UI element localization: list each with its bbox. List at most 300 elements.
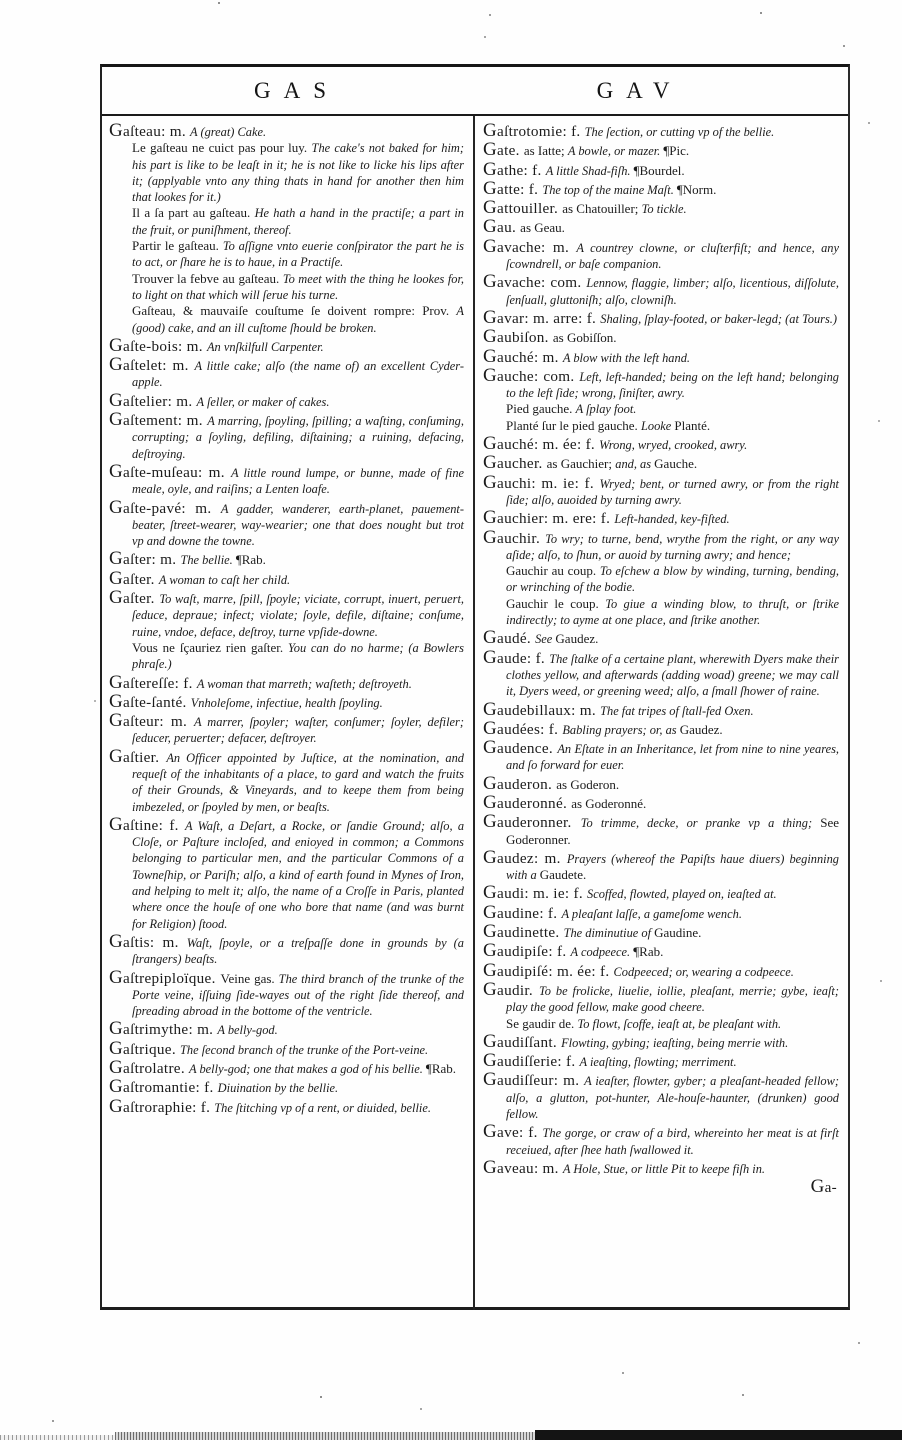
gloss-text: The cake's not baked for him; his part is like to be leaſt in it; he is not like to licke his lips after it; (applyable vnto any thing thats in hand for another then him that lookes for it.) [132,141,464,205]
sub-entry [483,418,839,434]
headword: Gaude: f. [483,646,550,668]
gloss-text: The fat tripes of ſtall-fed Oxen. [600,703,754,718]
text-columns [102,116,848,1310]
dictionary-entry [109,1039,464,1058]
headword: Gauderonné. [483,791,572,813]
gloss-text: A woman to caſt her child. [158,572,291,587]
gloss-text: Babling prayers; or, as [562,722,680,737]
dictionary-entry [483,160,839,179]
gloss-text: To flowt, ſcoffe, ieaſt at, be pleaſant with. [577,1016,782,1031]
reference-text: Pied gauche. [506,401,576,417]
bottom-scan-band [0,1430,902,1440]
reference-text: ¶Pic. [663,143,690,159]
headword: Gaſtrepiploïque. [109,966,221,988]
reference-text: ¶Rab. [425,1061,457,1077]
headword-initial: G [109,745,124,767]
dictionary-entry [109,336,464,355]
headword: Gavache: com. [483,271,587,293]
gloss-text: Diuination by the bellie. [217,1081,339,1096]
reference-text: Le gaſteau ne cuict pas pour luy. [132,140,312,156]
running-head-left: GAS [253,77,339,103]
headword: Gaſtromantie: f. [109,1076,218,1098]
headword-initial: G [483,345,498,367]
headword-initial: G [109,1037,124,1059]
running-head-row [102,67,848,116]
headword: Gaudence. [483,737,558,759]
gloss-text: To meet with the thing he lookes for, to light on that which will ſerue his turne. [132,271,465,302]
sub-entry [483,401,839,417]
headword-initial: G [483,901,498,923]
gloss-text: Left, left-handed; being on the left hand; belonging to the left ſide; wrong, ſiniſter, awry. [506,369,839,401]
dictionary-entry [483,719,839,738]
headword-initial: G [483,846,498,868]
headword: Gaſtereſſe: f. [109,671,197,693]
gloss-text: Wryed; bent, or turned awry, or from the right ſide; alſo, auoided by turning awry. [506,476,839,507]
reference-text: Gaudete. [539,867,587,883]
headword: Gaſtelet: m. [109,354,195,376]
gloss-text: Looke [641,418,675,433]
scan-band-dots-dense [115,1432,535,1440]
reference-text: Planté ſur le pied gauche. [506,417,642,433]
headword: Gaudi: m. ie: f. [483,882,588,904]
gloss-text: The ſtalke of a certaine plant, wherewith Dyers make their clothes yellow, and afterwards (adding woad) greene; we may call it, Dyers weed, or greening weed; alſo, a ſmall ſhower of raine. [506,651,839,699]
headword: Gaſtine: f. [109,813,186,835]
sub-entry [109,205,464,238]
headword: Gaveau: m. [483,1156,563,1178]
sub-entry [483,1016,839,1032]
headword-initial: G [109,389,124,411]
dictionary-entry [109,673,464,692]
gloss-text: The ſection, or cutting vp of the bellie. [584,125,775,139]
headword-initial: G [483,120,498,141]
reference-text: Gauche. [654,456,698,472]
gloss-text: A (good) cake, and an ill cuſtome ſhould be broken. [132,304,464,335]
headword: Gave: f. [483,1121,543,1143]
dictionary-entry [109,549,464,568]
dictionary-entry [483,366,839,402]
dictionary-entry [483,1070,839,1122]
dictionary-entry [483,1032,839,1051]
gloss-text: A belly-god; one that makes a god of his bellie. [189,1062,426,1077]
headword-initial: G [109,813,124,835]
dictionary-entry [109,588,464,640]
reference-text: ¶Rab. [235,552,266,568]
gloss-text: A pleaſant laſſe, a gameſome wench. [561,906,742,921]
headword-initial: G [483,737,498,759]
headword-initial: G [483,216,498,238]
headword-initial: G [109,710,124,732]
dictionary-entry [109,692,464,711]
headword: Gaudez: m. [483,846,567,868]
headword-initial: G [483,1156,498,1178]
headword: Gaſtrotomie: f. [483,120,585,141]
gloss-text: You can do no harme; (a Bowlers phraſe.) [132,640,465,672]
reference-text: ¶Bourdel. [633,162,685,178]
headword-initial: G [109,460,124,482]
gloss-text: Left-handed, key-fiſted. [614,512,730,527]
reference-text: Gauchir le coup. [506,595,606,611]
gloss-text: To eſchew a blow by winding, turning, bending, or wrinching of the bodie. [506,564,839,595]
dictionary-entry [109,355,464,391]
dictionary-entry [109,462,464,498]
dictionary-entry [483,980,839,1016]
dictionary-entry [109,747,464,815]
reference-text: as Gobiſſon. [552,330,617,346]
headword-initial: G [483,882,498,904]
gloss-text: To giue a winding blow, to thruſt, or ſtrike indirectly; to ayme at one place, and ſtrike another. [506,596,840,628]
headword-initial: G [109,1076,124,1098]
gloss-text: The ſecond branch of the trunke of the Port-veine. [180,1042,429,1057]
gloss-text: To aſſigne vnto euerie conſpirator the part he is to act, or ſhare he is to haue, in a Practiſe. [132,239,464,270]
sub-entry [483,596,839,629]
headword: Gaſter. [109,567,159,589]
headword: Gaſte-muſeau: m. [109,460,231,482]
dictionary-entry [483,1122,839,1158]
reference-text: ¶Norm. [676,181,717,197]
scan-noise [0,0,2,2]
dictionary-entry [483,848,839,884]
gloss-text: To trimme, decke, or pranke vp a thing; [580,816,821,831]
dictionary-entry [109,121,464,140]
headword-initial: G [109,409,124,431]
dictionary-entry [483,473,839,509]
dictionary-entry [109,498,464,550]
headword-initial: G [483,1050,498,1072]
gloss-text: The bellie. [180,553,236,568]
page-frame [100,64,850,1310]
gloss-text: A (great) Cake. [190,125,267,139]
headword: Gavar: m. arre: f. [483,306,601,328]
gloss-text: To waſt, marre, ſpill, ſpoyle; viciate, corrupt, inuert, peruert, ſeduce, depraue; infect; violate; ſoyle, defile, diſtaine; conſume, ruine, vndoe, deface, deſtroy, turne vpſide-downe. [132,592,465,639]
gloss-text: See [535,632,556,647]
gloss-text: An Eſtate in an Inheritance, let from nine to nine yeares, and ſo forward for euer. [506,742,839,773]
dictionary-entry [483,812,839,848]
dictionary-entry [109,410,464,462]
catchword [483,1177,839,1196]
gloss-text: A ieaſter, flowter, gyber; a pleaſant-headed fellow; alſo, a glutton, pot-hunter, Ale-houſe-haunter, (drunken) good fellow. [506,1074,839,1122]
dictionary-entry [483,1051,839,1070]
gloss-text: An vnſkilfull Carpenter. [206,339,324,354]
headword-initial: G [483,811,498,833]
headword: Gaubiſon. [483,326,553,348]
headword: Gaudine: f. [483,901,562,923]
gloss-text: Waſt, ſpoyle, or a treſpaſſe done in grounds by (a ſtrangers) beaſts. [132,935,464,967]
headword: Gauderon. [483,772,557,794]
gloss-text: A little Shad-fiſh. [545,163,634,178]
gloss-text: A codpeece. [570,945,634,960]
reference-text: Gauchir au coup. [506,563,600,579]
headword: Gaſte-pavé: m. [109,496,221,518]
headword: Gauderonner. [483,811,581,833]
headword: Gaudiſſerie: f. [483,1050,580,1072]
sub-entry [483,563,839,596]
gloss-text: A bowle, or mazer. [567,144,664,159]
gloss-text: Wrong, wryed, crooked, awry. [599,438,748,453]
headword-initial: G [109,1095,124,1117]
headword-initial: G [109,496,124,518]
gloss-text: A gadder, wanderer, earth-planet, pauement-beater, ſtreet-wearer, way-wearier; one that does nought but trot vp and downe the towne. [132,501,465,549]
headword-initial: G [483,627,498,649]
dictionary-entry [483,883,839,902]
reference-text: Trouver la febve au gaſteau. [132,270,283,286]
dictionary-entry [483,198,839,217]
headword: Gaſtis: m. [109,930,187,952]
headword: Gaſtrolatre. [109,1057,190,1079]
dictionary-entry [483,272,839,308]
headword-initial: G [483,197,498,219]
dictionary-entry [483,903,839,922]
headword: Gaſtelier: m. [109,389,197,411]
headword-initial: G [483,364,498,386]
dictionary-entry [483,179,839,198]
headword: Gaudinette. [483,921,564,943]
dictionary-entry [109,815,464,932]
headword: Gattouiller. [483,197,563,219]
reference-text: Gaſteau, & mauvaiſe couſtume ſe doivent rompre: Prov. [132,303,457,319]
headword: Gaſtrique. [109,1037,181,1059]
headword: Gaſter. [109,587,160,609]
headword-initial: G [483,177,498,199]
headword-initial: G [483,772,498,794]
gloss-text: A blow with the left hand. [562,350,690,365]
headword-initial: G [483,507,498,529]
reference-text: Se gaudir de. [506,1015,578,1031]
dictionary-entry [483,1158,839,1177]
reference-text: as Geau. [520,220,565,236]
gloss-text: Codpeeced; or, wearing a codpeece. [613,964,794,979]
headword-initial: G [483,471,498,493]
headword: Gaſtroraphie: f. [109,1095,215,1117]
dictionary-entry [483,453,839,472]
left-column [102,116,475,1310]
headword: Gaudiſſant. [483,1030,562,1052]
gloss-text: To tickle. [641,202,687,217]
headword-initial: G [109,120,124,141]
sub-entry [109,238,464,271]
dictionary-entry [483,648,839,700]
headword: Gaſter: m. [109,548,181,570]
headword-initial: G [483,791,498,813]
gloss-text: Prayers (whereof the Papiſts haue diuers) beginning with a [506,851,840,883]
gloss-text: The diminutiue of [563,926,655,941]
reference-text: as Iatte; [523,143,568,159]
dictionary-entry [483,922,839,941]
headword: Gaudées: f. [483,717,563,739]
headword-initial: G [109,354,124,376]
gloss-text: A little cake; alſo (the name of) an excellent Cyder-apple. [132,359,465,390]
gloss-text: A ieaſting, flowting; merriment. [579,1055,737,1070]
headword: Gaſtement: m. [109,409,208,431]
gloss-text: The top of the maine Maſt. [542,182,677,197]
dictionary-entry [483,434,839,453]
sub-entry [109,271,464,304]
dictionary-entry [109,932,464,968]
sub-entry [109,640,464,673]
headword: Gauche: com. [483,364,580,386]
dictionary-entry [483,793,839,812]
headword-initial: G [483,139,498,161]
gloss-text: The gorge, or craw of a bird, whereinto her meat is at firſt receiued, after ſhee hath ſwallowed it. [506,1126,840,1157]
dictionary-entry [109,569,464,588]
headword: Gaudir. [483,978,539,1000]
dictionary-entry [483,237,839,273]
headword-initial: G [483,717,498,739]
gloss-text: A marring, ſpoyling, ſpilling; a waſting, conſuming, corrupting; a ſoyling, defiling, diſtaining; a ruining, defacing, deſtroying. [132,414,464,461]
reference-text: Veine gas. [220,970,279,986]
headword-initial: G [483,452,498,474]
headword-initial: G [483,433,498,455]
headword: Gaucher. [483,452,547,474]
gloss-text: and, as [615,457,655,472]
sub-entry [109,140,464,205]
gloss-text: He hath a hand in the practiſe; a part in the fruit, or puniſhment, thereof. [132,206,464,237]
reference-text: Partir le gaſteau. [132,238,223,254]
dictionary-entry [483,700,839,719]
gloss-text: A Hole, Stue, or little Pit to keepe fiſh in. [562,1161,765,1176]
headword-initial: G [483,978,498,1000]
dictionary-entry [483,941,839,960]
headword-initial: G [109,567,124,589]
dictionary-entry [109,1019,464,1038]
headword: Gaſtrimythe: m. [109,1018,218,1040]
headword-initial: G [483,235,498,257]
reference-text: Vous ne ſçauriez rien gaſter. [132,639,288,655]
headword: Gatte: f. [483,177,543,199]
headword-initial: G [109,690,124,712]
reference-text: Gaudez. [679,721,723,737]
gloss-text: The third branch of the trunke of the Porte veine, iſſuing ſide-wayes out of the right ſide thereof, and ſpreading abroad in the bottome of the ventricle. [132,971,465,1019]
headword-initial: G [483,921,498,943]
gloss-text: A ſplay foot. [575,402,637,417]
headword-initial: G [483,1121,498,1143]
dictionary-entry [109,1097,464,1116]
reference-text: Planté. [674,417,711,433]
reference-text: Gaudine. [654,925,702,941]
reference-text: as Gauchier; [546,456,616,472]
dictionary-entry [109,711,464,747]
headword-initial: G [483,326,498,348]
gloss-text: Shaling, ſplay-footed, or baker-legd; (at Tours.) [600,311,838,326]
headword: Gaſteur: m. [109,710,195,732]
gloss-text: Vnholeſome, infectiue, health ſpoyling. [190,695,383,710]
dictionary-entry [483,217,839,236]
headword-initial: G [483,1069,498,1091]
headword: Gaudipiſé: m. ée: f. [483,959,614,981]
headword: Gauché: m. ée: f. [483,433,600,455]
reference-text: ¶Rab. [633,944,664,960]
headword-initial: G [483,306,498,328]
scan-band-solid [535,1430,902,1440]
headword: Gaudiſſeur: m. [483,1069,585,1091]
gloss-text: A little round lumpe, or bunne, made of fine meale, oyle, and raiſins; a Lenten loafe. [132,465,465,497]
headword-initial: G [109,548,124,570]
headword: Gauché: m. [483,345,563,367]
headword-initial: G [483,158,498,180]
gloss-text: Scoffed, flowted, played on, ieaſted at. [587,887,777,902]
gloss-text: The ſtitching vp of a rent, or diuided, bellie. [214,1100,431,1115]
dictionary-entry [109,1077,464,1096]
headword: Gauchir. [483,526,546,548]
headword-initial: G [109,1057,124,1079]
dictionary-entry [483,508,839,527]
headword: Gaudebillaux: m. [483,698,601,720]
reference-text: as Goderon. [556,776,620,792]
sub-entry [109,303,464,336]
headword: Gaſte-bois: m. [109,334,207,356]
reference-text: See Goderonner. [506,815,839,847]
headword: Gaſteau: m. [109,120,191,141]
dictionary-entry [483,774,839,793]
headword: Gaſte-ſanté. [109,690,191,712]
gloss-text: A marrer, ſpoyler; waſter, conſumer; ſoyler, defiler; ſeducer, peruerter; defacer, deſtroyer. [132,715,464,746]
headword: Ga- [810,1176,837,1198]
headword: Gaudipiſe: f. [483,940,571,962]
headword-initial: G [109,587,124,609]
headword: Gaudé. [483,627,536,649]
headword-initial: G [483,646,498,668]
running-head-right: GAV [596,77,683,103]
dictionary-entry [109,968,464,1020]
headword-initial: G [109,1018,124,1040]
dictionary-entry [483,140,839,159]
headword: Gavache: m. [483,235,577,257]
dictionary-entry [109,1058,464,1077]
gloss-text: To wry; to turne, bend, wrythe from the right, or any way aſide; alſo, to ſhun, or auoid by turning awry; and hence; [506,531,839,562]
dictionary-entry [483,327,839,346]
gloss-text: A belly-god. [217,1023,278,1038]
headword-initial: G [483,959,498,981]
reference-text: Il a ſa part au gaſteau. [132,205,255,221]
headword: Gau. [483,216,521,238]
headword-initial: G [109,930,124,952]
scan-band-dots-light [0,1435,115,1440]
gloss-text: A ſeller, or maker of cakes. [196,394,330,409]
gloss-text: A woman that marreth; waſteth; deſtroyeth. [196,676,412,691]
headword: Gauchi: m. ie: f. [483,471,600,493]
dictionary-entry [483,628,839,647]
gloss-text: A countrey clowne, or cluſterfiſt; and hence, any ſcowndrell, or baſe companion. [506,240,839,272]
headword-initial: G [483,271,498,293]
dictionary-entry [483,961,839,980]
headword: Gaſtier. [109,745,167,767]
headword-initial: G [810,1176,825,1198]
gloss-text: Lennow, flaggie, limber; alſo, licentious, diſſolute, ſenſuall, gluttoniſh; alſo, clowniſh. [506,276,840,307]
dictionary-entry [109,391,464,410]
right-column [475,116,848,1310]
headword-initial: G [109,334,124,356]
dictionary-entry [483,528,839,564]
headword-initial: G [483,526,498,548]
headword-initial: G [109,966,124,988]
dictionary-entry [483,738,839,774]
headword-initial: G [109,671,124,693]
headword-initial: G [483,940,498,962]
gloss-text: Flowting, gybing; ieaſting, being merrie with. [561,1035,789,1050]
headword-initial: G [483,698,498,720]
dictionary-entry [483,121,839,140]
gloss-text: A Waſt, a Deſart, a Rocke, or ſandie Ground; alſo, a Cloſe, or Paſture incloſed, and enioyed in common; a Commons belonging to particular men, and the particular Commons of a Towneſhip, or Pariſh; alſo, a kind of earth found in Mynes of Iron, and helping to melt it; alſo, the name of a Croſſe in Paris, planted where once the houſe of one who bore that name (and was burnt for Religion) ſtood. [132,818,465,931]
dictionary-entry [483,347,839,366]
reference-text: Gaudez. [555,631,599,647]
headword: Gate. [483,139,524,161]
gloss-text: To be frolicke, liuelie, iollie, pleaſant, merrie; gybe, ieaſt; play the good fellow, make good cheere. [506,983,839,1015]
reference-text: as Chatouiller; [562,201,642,217]
gloss-text: An Officer appointed by Juſtice, at the nomination, and requeſt of the inhabitants of a place, to gard and watch the fruits of their Grounds, & Vineyards, and to keepe them from being imbezeled, or ſpoyled by men, or beaſts. [132,750,465,814]
headword: Gathe: f. [483,158,546,180]
headword-initial: G [483,1030,498,1052]
dictionary-entry [483,308,839,327]
reference-text: as Goderonné. [571,795,647,811]
